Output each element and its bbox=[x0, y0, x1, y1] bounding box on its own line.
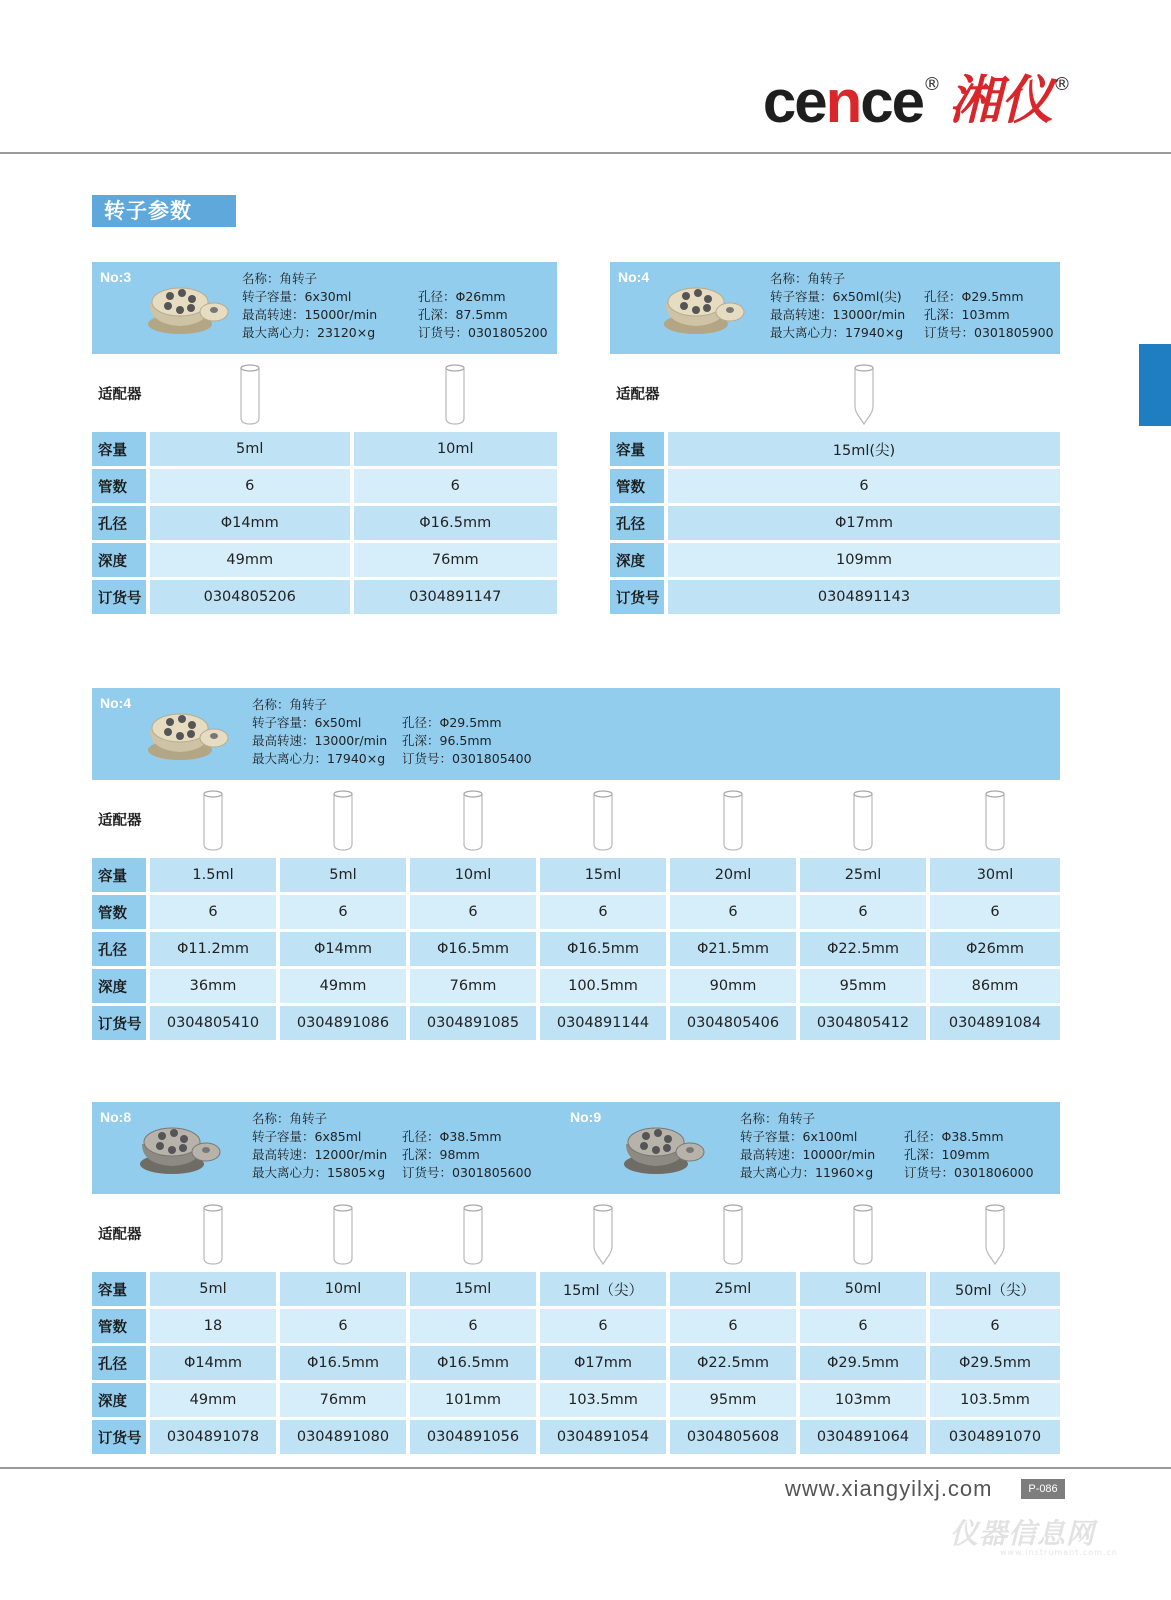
row-label: 管数 bbox=[610, 469, 668, 506]
row-label: 适配器 bbox=[92, 358, 150, 432]
cell-order-no: 0304891056 bbox=[410, 1420, 540, 1457]
adapter-tube-icon bbox=[590, 788, 616, 852]
spec-max-speed: 最高转速：13000r/min bbox=[770, 307, 906, 322]
cell-bore: Φ11.2mm bbox=[150, 932, 280, 969]
adapter-tube-icon bbox=[200, 1202, 226, 1266]
row-label: 适配器 bbox=[610, 358, 668, 432]
cell-capacity: 50ml bbox=[800, 1272, 930, 1309]
adapter-cell bbox=[930, 1198, 1060, 1272]
row-label: 孔径 bbox=[610, 506, 668, 543]
cell-bore: Φ29.5mm bbox=[800, 1346, 930, 1383]
rotor-block-no4-tapered bbox=[610, 262, 1060, 617]
row-label: 深度 bbox=[92, 969, 150, 1006]
row-label: 适配器 bbox=[92, 784, 150, 858]
rotor-photo-icon bbox=[144, 274, 232, 336]
adapter-cell bbox=[800, 784, 930, 858]
logo-registered-mark-2: ® bbox=[1053, 74, 1071, 95]
cell-order-no: 0304805412 bbox=[800, 1006, 930, 1043]
page-number-badge: P-086 bbox=[1021, 1479, 1065, 1499]
row-label: 容量 bbox=[92, 1272, 150, 1309]
rotor-photo-icon bbox=[136, 1114, 224, 1176]
spec-capacity: 转子容量：6x30ml bbox=[242, 289, 352, 304]
cell-depth: 49mm bbox=[150, 543, 354, 580]
spec-max-speed: 最高转速：10000r/min bbox=[740, 1147, 876, 1162]
spec-depth: 孔深：87.5mm bbox=[418, 307, 508, 322]
watermark-logo: 仪器信息网 bbox=[950, 1517, 1096, 1550]
cell-tubes: 6 bbox=[150, 895, 280, 932]
param-row-bore bbox=[92, 1346, 1060, 1383]
rotor-block-no4 bbox=[92, 688, 1060, 1043]
cell-depth: 90mm bbox=[670, 969, 800, 1006]
param-row-capacity bbox=[92, 432, 557, 469]
spec-depth: 孔深：96.5mm bbox=[402, 733, 492, 748]
rotor-photo-icon bbox=[144, 700, 232, 762]
param-row-order-no bbox=[92, 1006, 1060, 1043]
row-label: 容量 bbox=[610, 432, 668, 469]
cell-order-no: 0304805410 bbox=[150, 1006, 280, 1043]
cell-depth: 36mm bbox=[150, 969, 280, 1006]
row-label: 管数 bbox=[92, 895, 150, 932]
cell-tubes: 6 bbox=[410, 1309, 540, 1346]
cell-depth: 103.5mm bbox=[930, 1383, 1060, 1420]
cell-capacity: 15ml(尖) bbox=[668, 432, 1060, 469]
row-label: 深度 bbox=[92, 543, 150, 580]
rotor-header bbox=[610, 262, 1060, 354]
spec-left-no9 bbox=[740, 1110, 875, 1182]
adapter-cell bbox=[150, 358, 354, 432]
cell-depth: 49mm bbox=[150, 1383, 280, 1420]
adapter-tube-icon bbox=[590, 1202, 616, 1266]
cell-order-no: 0304805206 bbox=[150, 580, 354, 617]
row-label: 管数 bbox=[92, 1309, 150, 1346]
cell-tubes: 6 bbox=[670, 895, 800, 932]
adapter-cell bbox=[668, 358, 1060, 432]
rotor-photo bbox=[144, 274, 232, 336]
adapter-tube-icon bbox=[460, 1202, 486, 1266]
spec-name: 名称：角转子 bbox=[242, 271, 318, 286]
cell-order-no: 0304891054 bbox=[540, 1420, 670, 1457]
param-row-adapter bbox=[92, 784, 1060, 858]
spec-depth: 孔深：103mm bbox=[924, 307, 1010, 322]
cell-order-no: 0304805608 bbox=[670, 1420, 800, 1457]
adapter-cell bbox=[540, 1198, 670, 1272]
rotor-photo bbox=[144, 700, 232, 762]
cell-depth: 49mm bbox=[280, 969, 410, 1006]
param-table bbox=[92, 1198, 1060, 1457]
cell-capacity: 30ml bbox=[930, 858, 1060, 895]
cell-bore: Φ14mm bbox=[150, 1346, 280, 1383]
row-label: 深度 bbox=[610, 543, 668, 580]
spec-bore: 孔径：Φ29.5mm bbox=[402, 715, 502, 730]
spec-capacity: 转子容量：6x50ml(尖) bbox=[770, 289, 902, 304]
cell-tubes: 18 bbox=[150, 1309, 280, 1346]
section-title: 转子参数 bbox=[92, 195, 236, 227]
cell-capacity: 5ml bbox=[150, 1272, 280, 1309]
row-label: 订货号 bbox=[92, 1006, 150, 1043]
cell-capacity: 25ml bbox=[670, 1272, 800, 1309]
watermark-url: www.instrument.com.cn bbox=[1000, 1548, 1118, 1557]
param-row-order-no bbox=[610, 580, 1060, 617]
cell-order-no: 0304891080 bbox=[280, 1420, 410, 1457]
param-row-bore bbox=[610, 506, 1060, 543]
cell-depth: 101mm bbox=[410, 1383, 540, 1420]
cell-depth: 109mm bbox=[668, 543, 1060, 580]
cell-bore: Φ17mm bbox=[668, 506, 1060, 543]
adapter-cell bbox=[280, 784, 410, 858]
row-label: 管数 bbox=[92, 469, 150, 506]
row-label: 订货号 bbox=[92, 580, 150, 617]
cell-depth: 76mm bbox=[410, 969, 540, 1006]
cell-bore: Φ16.5mm bbox=[410, 932, 540, 969]
cell-capacity: 15ml bbox=[410, 1272, 540, 1309]
cell-capacity: 10ml bbox=[410, 858, 540, 895]
adapter-cell bbox=[150, 1198, 280, 1272]
adapter-cell bbox=[930, 784, 1060, 858]
cell-order-no: 0304891084 bbox=[930, 1006, 1060, 1043]
param-row-capacity bbox=[610, 432, 1060, 469]
spec-right bbox=[402, 714, 532, 768]
cell-bore: Φ14mm bbox=[280, 932, 410, 969]
spec-max-rcf: 最大离心力：17940×g bbox=[770, 325, 904, 340]
spec-right bbox=[418, 288, 548, 342]
param-row-tubes bbox=[610, 469, 1060, 506]
adapter-tube-icon bbox=[720, 788, 746, 852]
rotor-number: No:4 bbox=[618, 269, 650, 285]
param-row-capacity bbox=[92, 1272, 1060, 1309]
adapter-cell bbox=[800, 1198, 930, 1272]
spec-right-no8 bbox=[402, 1128, 532, 1182]
rotor-photo-icon bbox=[660, 274, 748, 336]
adapter-tube-icon bbox=[460, 788, 486, 852]
logo-text: cence bbox=[762, 68, 923, 135]
spec-order-no: 订货号：0301805600 bbox=[402, 1165, 532, 1180]
rotor-number: No:4 bbox=[100, 695, 132, 711]
header-divider bbox=[0, 152, 1171, 154]
spec-name: 名称：角转子 bbox=[252, 697, 328, 712]
cell-bore: Φ29.5mm bbox=[930, 1346, 1060, 1383]
cell-depth: 95mm bbox=[800, 969, 930, 1006]
rotor-header bbox=[92, 262, 557, 354]
rotor-number-no9: No:9 bbox=[570, 1109, 602, 1125]
cell-bore: Φ26mm bbox=[930, 932, 1060, 969]
cell-bore: Φ16.5mm bbox=[410, 1346, 540, 1383]
row-label: 容量 bbox=[92, 858, 150, 895]
cell-tubes: 6 bbox=[150, 469, 354, 506]
rotor-number: No:3 bbox=[100, 269, 132, 285]
rotor-photo-icon bbox=[620, 1114, 708, 1176]
row-label: 孔径 bbox=[92, 1346, 150, 1383]
spec-max-speed: 最高转速：13000r/min bbox=[252, 733, 388, 748]
spec-bore: 孔径：Φ38.5mm bbox=[402, 1129, 502, 1144]
cell-order-no: 0304891144 bbox=[540, 1006, 670, 1043]
cell-tubes: 6 bbox=[800, 1309, 930, 1346]
spec-capacity: 转子容量：6x85ml bbox=[252, 1129, 362, 1144]
spec-name: 名称：角转子 bbox=[770, 271, 846, 286]
spec-capacity: 转子容量：6x50ml bbox=[252, 715, 362, 730]
cell-bore: Φ21.5mm bbox=[670, 932, 800, 969]
cell-tubes: 6 bbox=[410, 895, 540, 932]
cell-tubes: 6 bbox=[540, 1309, 670, 1346]
row-label: 订货号 bbox=[610, 580, 668, 617]
cell-tubes: 6 bbox=[354, 469, 558, 506]
spec-bore: 孔径：Φ29.5mm bbox=[924, 289, 1024, 304]
adapter-cell bbox=[540, 784, 670, 858]
adapter-tube-icon bbox=[982, 788, 1008, 852]
cell-depth: 95mm bbox=[670, 1383, 800, 1420]
row-label: 深度 bbox=[92, 1383, 150, 1420]
cell-capacity: 15ml（尖） bbox=[540, 1272, 670, 1309]
cell-depth: 103.5mm bbox=[540, 1383, 670, 1420]
cell-tubes: 6 bbox=[800, 895, 930, 932]
cell-depth: 76mm bbox=[280, 1383, 410, 1420]
cell-bore: Φ16.5mm bbox=[280, 1346, 410, 1383]
param-row-depth bbox=[92, 543, 557, 580]
adapter-tube-icon bbox=[851, 362, 877, 426]
spec-bore: 孔径：Φ38.5mm bbox=[904, 1129, 1004, 1144]
spec-left bbox=[770, 270, 905, 342]
adapter-tube-icon bbox=[200, 788, 226, 852]
cell-order-no: 0304891086 bbox=[280, 1006, 410, 1043]
spec-max-rcf: 最大离心力：17940×g bbox=[252, 751, 386, 766]
adapter-cell bbox=[410, 1198, 540, 1272]
cell-capacity: 10ml bbox=[354, 432, 558, 469]
cell-capacity: 1.5ml bbox=[150, 858, 280, 895]
cell-bore: Φ22.5mm bbox=[800, 932, 930, 969]
spec-name: 名称：角转子 bbox=[740, 1111, 816, 1126]
cell-capacity: 25ml bbox=[800, 858, 930, 895]
rotor-header bbox=[92, 688, 1060, 780]
rotor-number-no8: No:8 bbox=[100, 1109, 132, 1125]
cell-tubes: 6 bbox=[930, 895, 1060, 932]
spec-depth: 孔深：98mm bbox=[402, 1147, 480, 1162]
spec-order-no: 订货号：0301805200 bbox=[418, 325, 548, 340]
spec-left bbox=[252, 696, 387, 768]
rotor-block-no8-no9 bbox=[92, 1102, 1060, 1457]
brand-logo bbox=[762, 68, 1071, 135]
adapter-tube-icon bbox=[720, 1202, 746, 1266]
param-row-tubes bbox=[92, 1309, 1060, 1346]
cell-depth: 100.5mm bbox=[540, 969, 670, 1006]
row-label: 适配器 bbox=[92, 1198, 150, 1272]
cell-depth: 76mm bbox=[354, 543, 558, 580]
spec-max-speed: 最高转速：12000r/min bbox=[252, 1147, 388, 1162]
adapter-tube-icon bbox=[850, 788, 876, 852]
param-row-adapter bbox=[610, 358, 1060, 432]
row-label: 孔径 bbox=[92, 932, 150, 969]
cell-order-no: 0304891064 bbox=[800, 1420, 930, 1457]
cell-tubes: 6 bbox=[540, 895, 670, 932]
spec-order-no: 订货号：0301805400 bbox=[402, 751, 532, 766]
cell-tubes: 6 bbox=[668, 469, 1060, 506]
spec-max-speed: 最高转速：15000r/min bbox=[242, 307, 378, 322]
cell-tubes: 6 bbox=[930, 1309, 1060, 1346]
spec-right-no9 bbox=[904, 1128, 1034, 1182]
adapter-tube-icon bbox=[330, 1202, 356, 1266]
adapter-cell bbox=[280, 1198, 410, 1272]
cell-tubes: 6 bbox=[280, 1309, 410, 1346]
cell-capacity: 20ml bbox=[670, 858, 800, 895]
spec-capacity: 转子容量：6x100ml bbox=[740, 1129, 858, 1144]
row-label: 孔径 bbox=[92, 506, 150, 543]
cell-bore: Φ22.5mm bbox=[670, 1346, 800, 1383]
param-row-adapter bbox=[92, 1198, 1060, 1272]
cell-capacity: 5ml bbox=[150, 432, 354, 469]
param-row-adapter bbox=[92, 358, 557, 432]
adapter-tube-icon bbox=[982, 1202, 1008, 1266]
param-row-depth bbox=[610, 543, 1060, 580]
cell-order-no: 0304891070 bbox=[930, 1420, 1060, 1457]
rotor-block-no3 bbox=[92, 262, 557, 617]
chapter-side-tab bbox=[1139, 344, 1171, 426]
cell-depth: 86mm bbox=[930, 969, 1060, 1006]
param-row-depth bbox=[92, 1383, 1060, 1420]
cell-bore: Φ16.5mm bbox=[540, 932, 670, 969]
cell-bore: Φ14mm bbox=[150, 506, 354, 543]
param-row-tubes bbox=[92, 469, 557, 506]
adapter-tube-icon bbox=[237, 362, 263, 426]
spec-right bbox=[924, 288, 1054, 342]
rotor-photo-no8 bbox=[136, 1114, 224, 1176]
cell-capacity: 5ml bbox=[280, 858, 410, 895]
cell-tubes: 6 bbox=[280, 895, 410, 932]
param-table bbox=[92, 358, 557, 617]
cell-bore: Φ17mm bbox=[540, 1346, 670, 1383]
cell-tubes: 6 bbox=[670, 1309, 800, 1346]
spec-bore: 孔径：Φ26mm bbox=[418, 289, 506, 304]
cell-order-no: 0304891147 bbox=[354, 580, 558, 617]
adapter-cell bbox=[354, 358, 558, 432]
row-label: 容量 bbox=[92, 432, 150, 469]
rotor-photo-no9 bbox=[620, 1114, 708, 1176]
param-row-depth bbox=[92, 969, 1060, 1006]
adapter-tube-icon bbox=[442, 362, 468, 426]
adapter-cell bbox=[410, 784, 540, 858]
adapter-cell bbox=[670, 1198, 800, 1272]
spec-left-no8 bbox=[252, 1110, 387, 1182]
param-row-bore bbox=[92, 506, 557, 543]
param-row-tubes bbox=[92, 895, 1060, 932]
spec-max-rcf: 最大离心力：15805×g bbox=[252, 1165, 386, 1180]
cell-order-no: 0304805406 bbox=[670, 1006, 800, 1043]
cell-depth: 103mm bbox=[800, 1383, 930, 1420]
param-table bbox=[610, 358, 1060, 617]
cell-order-no: 0304891078 bbox=[150, 1420, 280, 1457]
cell-capacity: 50ml（尖） bbox=[930, 1272, 1060, 1309]
param-row-capacity bbox=[92, 858, 1060, 895]
row-label: 订货号 bbox=[92, 1420, 150, 1457]
rotor-photo bbox=[660, 274, 748, 336]
cell-capacity: 15ml bbox=[540, 858, 670, 895]
param-row-bore bbox=[92, 932, 1060, 969]
logo-registered-mark: ® bbox=[922, 74, 941, 95]
adapter-tube-icon bbox=[330, 788, 356, 852]
spec-max-rcf: 最大离心力：11960×g bbox=[740, 1165, 874, 1180]
adapter-cell bbox=[670, 784, 800, 858]
spec-name: 名称：角转子 bbox=[252, 1111, 328, 1126]
footer-divider bbox=[0, 1467, 1171, 1469]
spec-depth: 孔深：109mm bbox=[904, 1147, 990, 1162]
param-table bbox=[92, 784, 1060, 1043]
spec-order-no: 订货号：0301806000 bbox=[904, 1165, 1034, 1180]
spec-left bbox=[242, 270, 377, 342]
footer-website[interactable]: www.xiangyilxj.com bbox=[785, 1476, 993, 1501]
cell-order-no: 0304891085 bbox=[410, 1006, 540, 1043]
cell-capacity: 10ml bbox=[280, 1272, 410, 1309]
rotor-header bbox=[92, 1102, 1060, 1194]
param-row-order-no bbox=[92, 580, 557, 617]
spec-order-no: 订货号：0301805900 bbox=[924, 325, 1054, 340]
spec-max-rcf: 最大离心力：23120×g bbox=[242, 325, 376, 340]
cell-order-no: 0304891143 bbox=[668, 580, 1060, 617]
adapter-tube-icon bbox=[850, 1202, 876, 1266]
param-row-order-no bbox=[92, 1420, 1060, 1457]
logo-chinese-text: 湘仪 bbox=[948, 70, 1053, 131]
cell-bore: Φ16.5mm bbox=[354, 506, 558, 543]
adapter-cell bbox=[150, 784, 280, 858]
